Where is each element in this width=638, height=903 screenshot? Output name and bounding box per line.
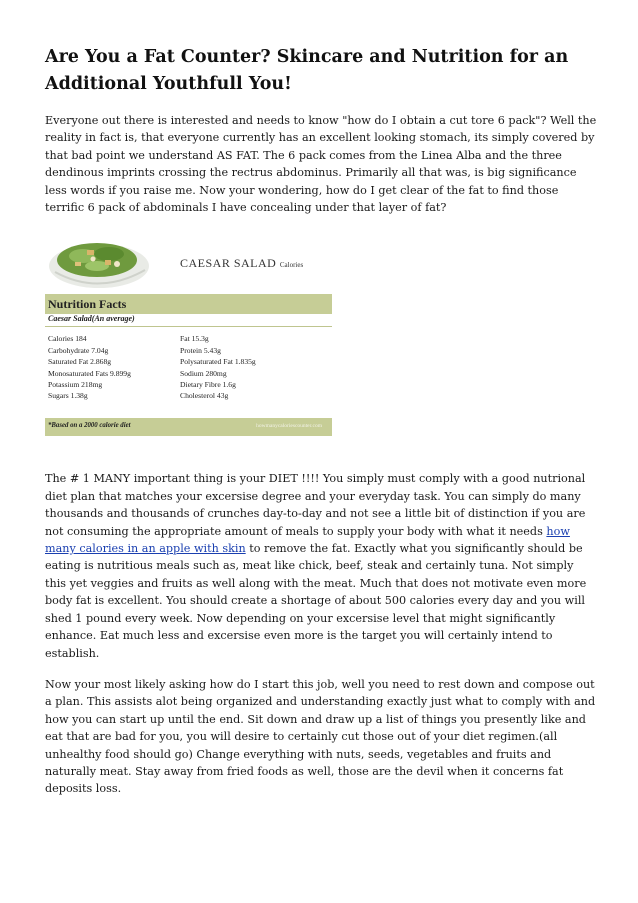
nutrition-heading: CAESAR SALAD Calories — [180, 256, 304, 271]
calories-apple-link[interactable]: how many calories in an apple with skin — [45, 524, 570, 556]
plan-paragraph: Now your most likely asking how do I start this job, well you need to rest down and compose out a plan. This assists alot being organized and understanding exactly just what to comply with and how you can start up until the end. Sit down and draw up a list of things you presently like and eat that are bad for you, you will desire to certainly cut those out of your diet regimen.(all unhealthy food should go) Change everything with nuts, seeds, vegetables and fruits and naturally meat. Stay away from fried foods as well, those are the devil when it concerns fat deposits loss. — [45, 677, 596, 796]
nutrition-right-row: Polysaturated Fat 1.835g — [180, 357, 256, 367]
nutrition-facts-image — [45, 226, 332, 456]
nutrition-left-row: Carbohydrate 7.04g — [48, 345, 109, 355]
nutrition-heading-small: Calories — [279, 261, 304, 270]
nutrition-facts-band — [45, 294, 332, 314]
nutrition-left-row: Saturated Fat 2.868g — [48, 357, 112, 367]
nutrition-subheading: Caesar Salad(An average) — [45, 314, 332, 327]
nutrition-left-row: Potassium 218mg — [48, 380, 103, 390]
nutrition-header — [45, 226, 332, 294]
salad-bowl-icon — [47, 226, 151, 294]
article-title: Are You a Fat Counter? Skincare and Nutrition for an Additional Youthfull You! — [45, 47, 569, 94]
nutrition-right-row: Protein 5.43g — [180, 345, 221, 355]
nutrition-left-column — [48, 333, 131, 401]
nutrition-left-row: Sugars 1.38g — [48, 391, 88, 401]
nutrition-right-row: Fat 15.3g — [180, 334, 209, 344]
nutrition-footnote: *Based on a 2000 calorie diet — [48, 422, 131, 430]
nutrition-right-column — [180, 333, 256, 401]
nutrition-right-row: Dietary Fibre 1.6g — [180, 380, 236, 390]
diet-paragraph: The # 1 MANY important thing is your DIET !!!! You simply must comply with a good nutrional diet plan that matches your excersise degree and your everyday task. You can simply do many thousands and thousands of crunches day-to-day and not see a little bit of distinction if you are not consuming the appropriate amount of meals to supply your body with what it needs how many calories in an apple with skin to remove the fat. Exactly what you significantly should be eating is nutritious meals such as, meat like chick, beef, steak and certainly tuna. Not simply this yet veggies and fruits as well along with the meat. Much that does not motivate even more body fat is excellent. You should create a shortage of about 500 calories every day and you will shed 1 pound every week. Now depending on your excersise level that might significantly enhance. Eat much less and excersise even more is the target you will certainly intend to establish. — [45, 472, 587, 660]
nutrition-left-row: Monosaturated Fats 9.899g — [48, 368, 131, 378]
nutrition-footer-band — [45, 418, 332, 436]
nutrition-facts-label: Nutrition Facts — [48, 297, 127, 312]
article — [45, 44, 597, 798]
nutrition-right-row: Cholesterol 43g — [180, 391, 229, 401]
nutrition-right-row: Sodium 280mg — [180, 368, 227, 378]
nutrition-left-row: Calories 184 — [48, 334, 87, 344]
nutrition-watermark: howmanycaloriescounter.com — [256, 423, 322, 430]
intro-paragraph: Everyone out there is interested and needs to know "how do I obtain a cut tore 6 pack"? Well the reality in fact is, that everyone currently has an excellent looking stomach, its simply covered by that bad point we understand AS FAT. The 6 pack comes from the Linea Alba and the three dendinous imprints crossing the rectrus abdominus. Primarily all that was, is big significance less words if you raise me. Now your wondering, how do I get clear of the fat to find those terrific 6 pack of abdominals I have concealing under that layer of fat? — [45, 114, 597, 215]
